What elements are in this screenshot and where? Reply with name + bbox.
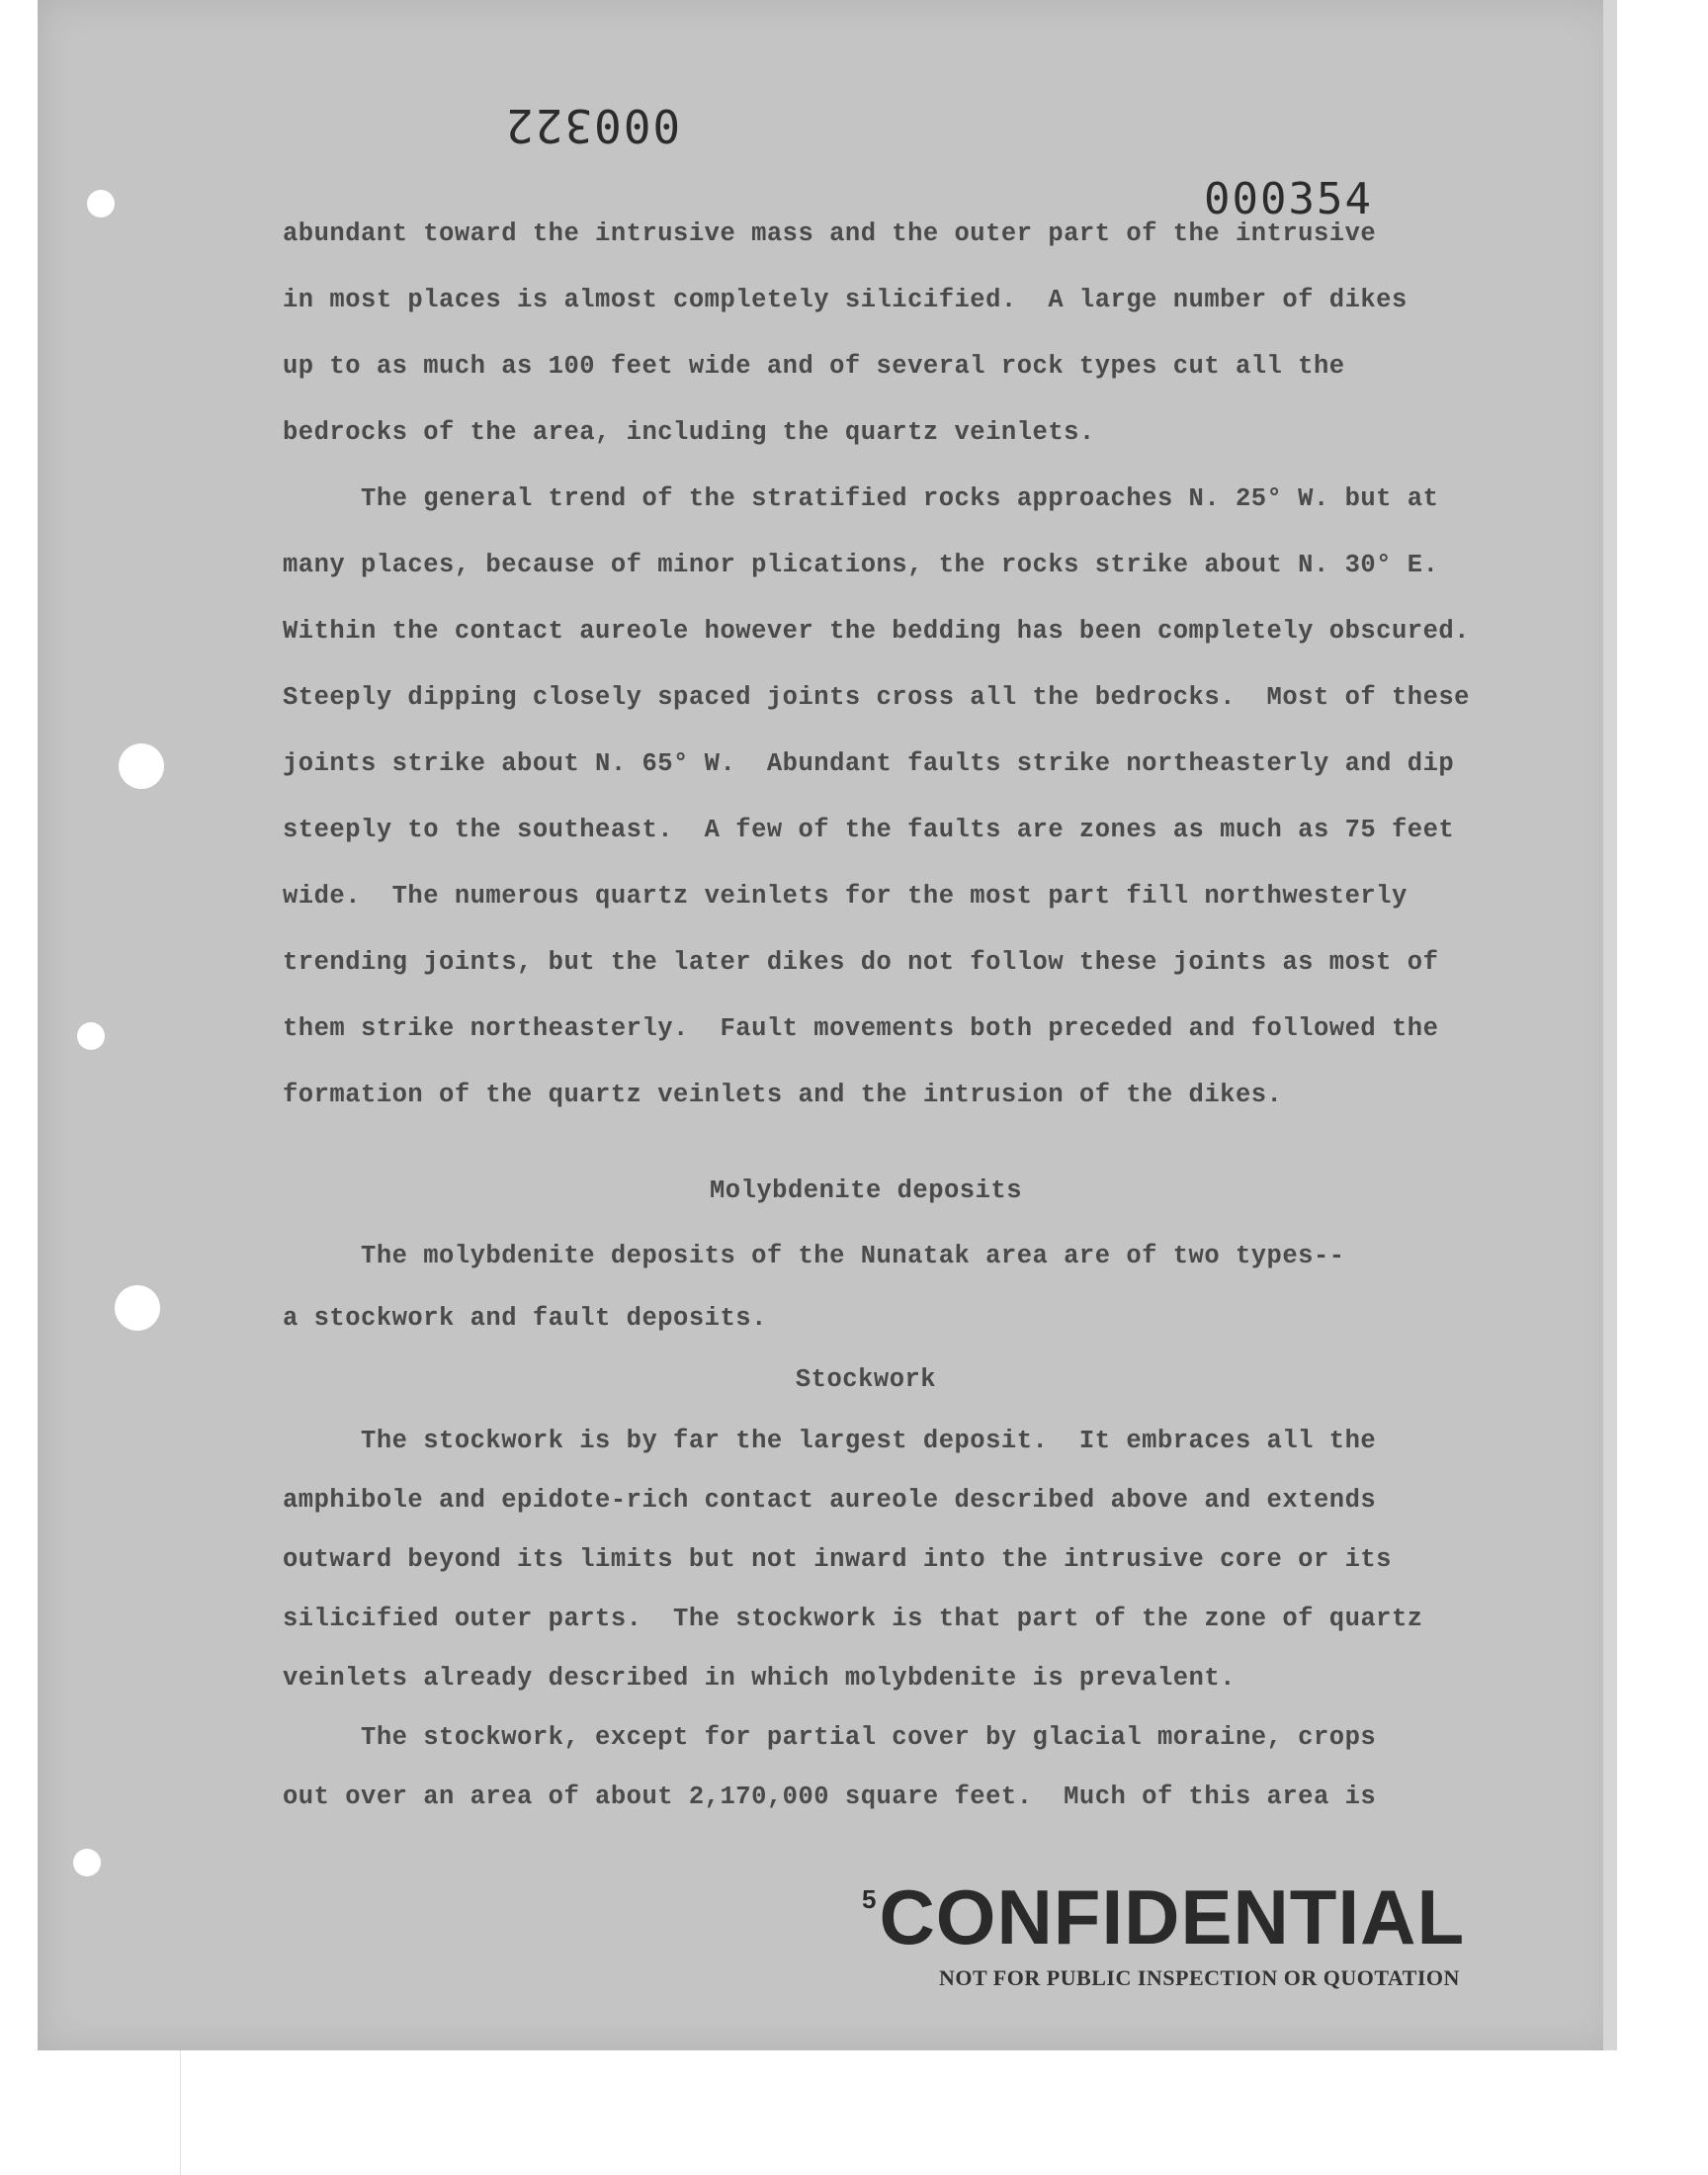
binder-hole bbox=[73, 1849, 101, 1876]
text-line: outward beyond its limits but not inward into the intrusive core or its bbox=[283, 1545, 1392, 1574]
text-line: formation of the quartz veinlets and the intrusion of the dikes. bbox=[283, 1081, 1283, 1109]
text-line: The stockwork is by far the largest deposit. It embraces all the bbox=[283, 1427, 1377, 1455]
document-body bbox=[283, 201, 1558, 1827]
text-line: many places, because of minor plications, the rocks strike about N. 30° E. bbox=[283, 551, 1439, 579]
text-line: joints strike about N. 65° W. Abundant faults strike northeasterly and dip bbox=[283, 749, 1455, 778]
confidential-sublabel: NOT FOR PUBLIC INSPECTION OR QUOTATION bbox=[939, 1965, 1460, 1990]
text-line: trending joints, but the later dikes do not follow these joints as most of bbox=[283, 948, 1439, 977]
text-line: Within the contact aureole however the bedding has been completely obscured. bbox=[283, 617, 1470, 646]
text-line: out over an area of about 2,170,000 square feet. Much of this area is bbox=[283, 1783, 1377, 1811]
text-line: silicified outer parts. The stockwork is that part of the zone of quartz bbox=[283, 1605, 1423, 1633]
page-edge bbox=[1603, 0, 1617, 2050]
binder-hole bbox=[77, 1022, 105, 1050]
text-line: in most places is almost completely silicified. A large number of dikes bbox=[283, 286, 1408, 314]
spacer bbox=[283, 1128, 1558, 1160]
text-line: wide. The numerous quartz veinlets for the most part fill northwesterly bbox=[283, 882, 1408, 911]
text-line: abundant toward the intrusive mass and the outer part of the intrusive bbox=[283, 219, 1377, 248]
text-line: amphibole and epidote-rich contact aureole described above and extends bbox=[283, 1486, 1377, 1515]
text-line: veinlets already described in which molybdenite is prevalent. bbox=[283, 1664, 1236, 1693]
binder-hole bbox=[115, 1285, 160, 1331]
text-line: them strike northeasterly. Fault movements both preceded and followed the bbox=[283, 1014, 1439, 1043]
text-line: The general trend of the stratified rocks approaches N. 25° W. but at bbox=[283, 484, 1439, 513]
confidential-label: CONFIDENTIAL bbox=[879, 1873, 1466, 1960]
text-line: bedrocks of the area, including the quartz veinlets. bbox=[283, 418, 1095, 447]
text-line: steeply to the southeast. A few of the faults are zones as much as 75 feet bbox=[283, 816, 1455, 844]
section-heading: Stockwork bbox=[795, 1365, 937, 1394]
text-line: up to as much as 100 feet wide and of several rock types cut all the bbox=[283, 352, 1345, 381]
page-number-stamp-inverted: 000322 bbox=[504, 99, 681, 152]
section-heading: Molybdenite deposits bbox=[709, 1176, 1023, 1205]
confidential-stamp bbox=[862, 1873, 1466, 1960]
text-line: Steeply dipping closely spaced joints cross all the bedrocks. Most of these bbox=[283, 683, 1470, 712]
text-line: The molybdenite deposits of the Nunatak area are of two types-- bbox=[283, 1242, 1345, 1270]
binder-hole bbox=[87, 190, 115, 218]
confidential-mark: 5 bbox=[862, 1884, 878, 1914]
text-line: a stockwork and fault deposits. bbox=[283, 1304, 767, 1333]
scan-artifact-line bbox=[180, 2050, 181, 2175]
page-number-stamp: 000354 bbox=[1204, 174, 1373, 224]
binder-hole bbox=[119, 743, 164, 789]
text-line: The stockwork, except for partial cover by glacial moraine, crops bbox=[283, 1723, 1377, 1752]
